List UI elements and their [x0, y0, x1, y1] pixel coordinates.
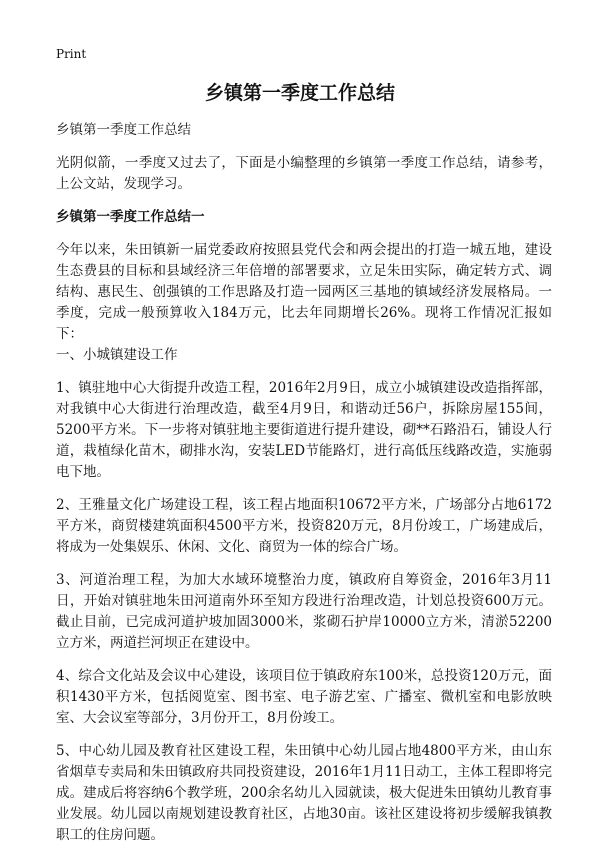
- print-link[interactable]: Print: [56, 47, 87, 61]
- list-item: 1、镇驻地中心大街提升改造工程，2016年2月9日，成立小城镇建设改造指挥部，对我镇中心大街进行治理改造，截至4月9日，和谐动迁56户，拆除房屋155间，5200平方米。下一步将对镇驻地主要街道进行提升建设，砌**石路沿石，铺设人行道，栽植绿化苗木，砌排水沟，安装LED节能路灯，进行高低压线路改造，实施弱电下地。: [56, 380, 552, 480]
- subsection-heading: 一、小城镇建设工作: [56, 347, 178, 363]
- document-body: [56, 120, 552, 858]
- section-heading: 乡镇第一季度工作总结一: [56, 209, 205, 225]
- document-subtitle: 乡镇第一季度工作总结: [56, 122, 191, 138]
- document-title: 乡镇第一季度工作总结: [204, 82, 395, 104]
- list-item: 4、综合文化站及会议中心建设，该项目位于镇政府东100米，总投资120万元，面积1430平方米，包括阅览室、图书室、电子游艺室、广播室、微机室和电影放映室、大会议室等部分，3月份开工，8月份竣工。: [56, 668, 552, 726]
- overview-paragraph: 今年以来，朱田镇新一届党委政府按照县党代会和两会提出的打造一城五地，建设生态费县的目标和县域经济三年倍增的部署要求，立足朱田实际，确定转方式、调结构、惠民生、创强镇的工作思路及打造一园两区三基地的镇域经济发展格局。一季度，完成一般预算收入184万元，比去年同期增长26%。现将工作情况汇报如下：: [56, 242, 552, 342]
- list-item: 2、王雅量文化广场建设工程，该工程占地面积10672平方米，广场部分占地6172平方米，商贸楼建筑面积4500平方米，投资820万元，8月份竣工，广场建成后，将成为一处集娱乐、休闲、文化、商贸为一体的综合广场。: [56, 497, 552, 555]
- list-item: 3、河道治理工程，为加大水域环境整治力度，镇政府自筹资金，2016年3月11日，开始对镇驻地朱田河道南外环至知方段进行治理改造，计划总投资600万元。截止目前，已完成河道护坡加固3000米，浆砌石护岸10000立方米，清淤52200立方米，两道拦河坝正在建设中。: [56, 572, 552, 651]
- intro-paragraph: 光阴似箭，一季度又过去了，下面是小编整理的乡镇第一季度工作总结，请参考，上公文站，发现学习。: [56, 155, 552, 192]
- list-item: 5、中心幼儿园及教育社区建设工程，朱田镇中心幼儿园占地4800平方米，由山东省烟草专卖局和朱田镇政府共同投资建设，2016年1月11日动工，主体工程即将完成。建成后将容纳6个教学班，200余名幼儿入园就读，极大促进朱田镇幼儿教育事业发展。幼儿园以南规划建设教育社区，占地30亩。该社区建设将初步缓解我镇教职工的住房问题。: [56, 743, 552, 843]
